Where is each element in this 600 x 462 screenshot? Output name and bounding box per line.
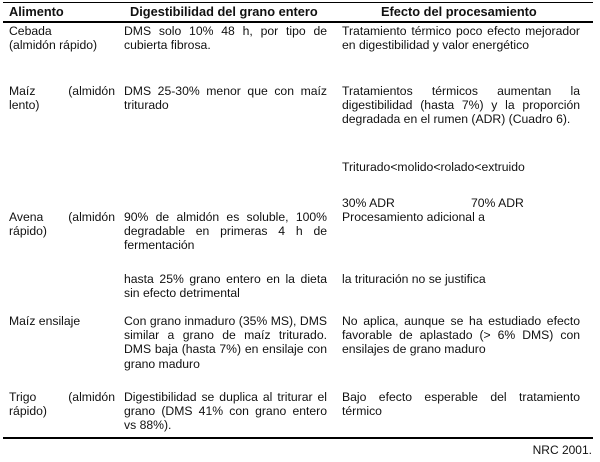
header-digestibilidad: Digestibilidad del grano entero [130,4,318,19]
row-avena-food: Avena (almidón rápido) [9,210,115,239]
row-ensilaje-effect: No aplica, aunque se ha estudiado efecto favorable de aplastado (> 6% DMS) con ensilajes de grano maduro [342,314,580,357]
row-trigo-effect: Bajo efecto esperable del tratamiento térmico [342,390,580,419]
row-cebada-food: Cebada (almidón rápido) [9,24,98,53]
row-maiz-adr-low: 30% ADR [342,196,395,210]
row-maiz-adr-high: 70% ADR [471,196,524,210]
row-maiz-digestibility: DMS 25-30% menor que con maíz triturado [124,84,327,113]
row-cebada-effect: Tratamiento térmico poco efecto mejorador en digestibilidad y valor energético [342,24,580,53]
row-avena-digestibility-extra: hasta 25% grano entero en la dieta sin efecto detrimental [124,272,327,301]
row-maiz-food: Maíz (almidón lento) [9,84,115,113]
row-cebada-digestibility: DMS solo 10% 48 h, por tipo de cubierta fibrosa. [124,24,327,53]
row-ensilaje-digestibility: Con grano inmaduro (35% MS), DMS similar a grano de maíz triturado. DMS baja (hasta 7%) en ensilaje con grano maduro [124,314,327,371]
table-bottom-rule [3,437,593,439]
row-maiz-effect: Tratamientos térmicos aumentan la digestibilidad (hasta 7%) y la proporción degradada en el rumen (ADR) (Cuadro 6). [342,84,580,127]
row-ensilaje-food: Maíz ensilaje [9,314,81,328]
row-avena-effect: Procesamiento adicional a [342,210,485,224]
row-trigo-food: Trigo (almidón rápido) [9,390,115,419]
header-efecto: Efecto del procesamiento [381,4,537,19]
header-alimento: Alimento [9,4,64,19]
row-maiz-effect-sequence: Triturado<molido<rolado<extruido [342,160,525,174]
source-note: NRC 2001. [532,443,592,457]
row-avena-digestibility: 90% de almidón es soluble, 100% degradable en primeras 4 h de fermentación [124,210,327,253]
table-top-rule [3,2,593,3]
row-avena-effect-extra: la trituración no se justifica [342,272,486,286]
row-trigo-digestibility: Digestibilidad se duplica al triturar el grano (DMS 41% con grano entero vs 88%). [124,390,327,433]
header-bottom-rule [3,21,593,23]
